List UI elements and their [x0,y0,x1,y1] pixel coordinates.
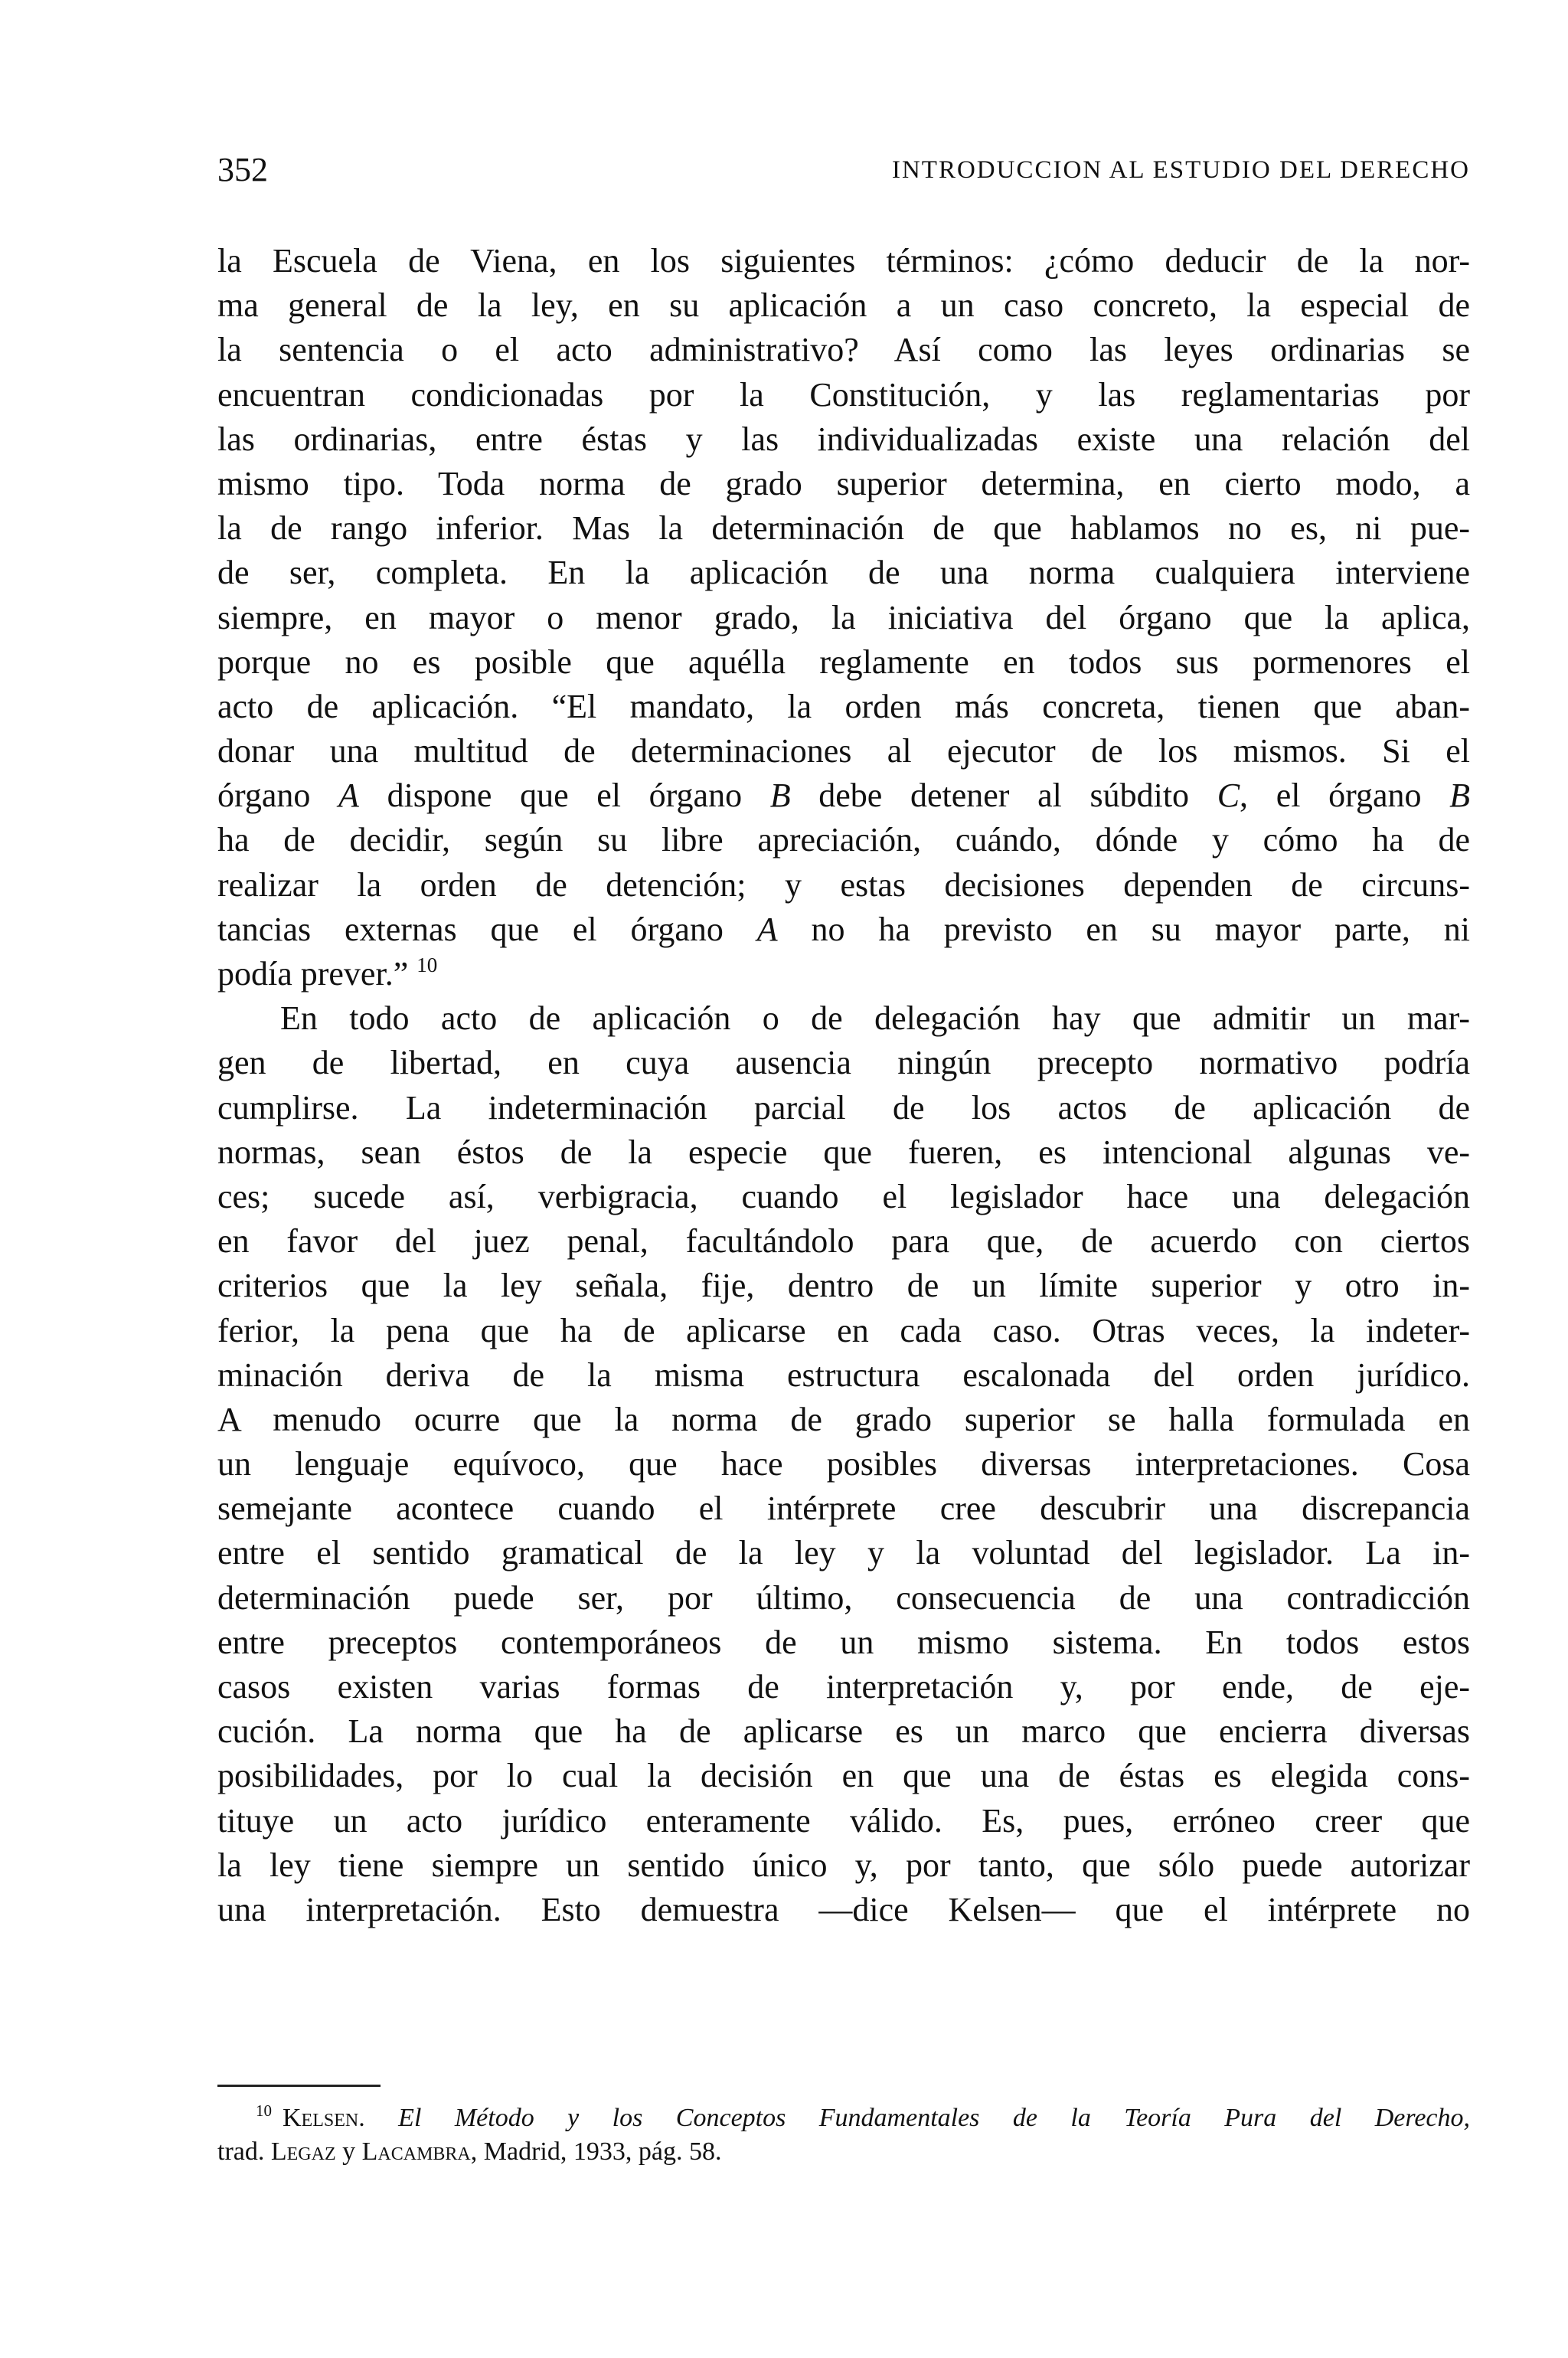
text-line: normas, sean éstos de la especie que fueren, es intencional algunas ve- [217,1133,1470,1171]
text-line: la sentencia o el acto administrativo? Así como las leyes ordinarias se [217,331,1470,369]
text-line: A menudo ocurre que la norma de grado superior se halla formulada en [217,1400,1470,1438]
footnotes [217,2101,1470,2169]
footnote-reference[interactable]: 10 [416,953,438,976]
text-line: mismo tipo. Toda norma de grado superior determina, en cierto modo, a [217,464,1470,502]
footnote-author: Kelsen. [283,2104,365,2132]
text-line: una interpretación. Esto demuestra —dice Kelsen— que el intérprete no [217,1890,1470,1928]
text-line: ma general de la ley, en su aplicación a un caso concreto, la especial de [217,286,1470,325]
text-line: semejante acontece cuando el intérprete cree descubrir una discrepancia [217,1490,1470,1528]
text-line: casos existen varias formas de interpretación y, por ende, de eje- [217,1668,1470,1706]
footnote-title: El Método y los Conceptos Fundamentales de la Teoría Pura del Derecho, [398,2104,1471,2132]
text-line: de ser, completa. En la aplicación de una norma cualquiera interviene [217,554,1470,592]
text-line: las ordinarias, entre éstas y las individualizadas existe una relación del [217,420,1470,458]
text-line: ferior, la pena que ha de aplicarse en cada caso. Otras veces, la indeter- [217,1311,1470,1349]
text-line: siempre, en mayor o menor grado, la iniciativa del órgano que la aplica, [217,598,1470,636]
footnote-translator: Legaz [270,2137,336,2166]
text-line: ha de decidir, según su libre apreciación, cuándo, dónde y cómo ha de [217,821,1470,859]
footnote-divider [217,2085,381,2087]
text-line: porque no es posible que aquélla reglamente en todos sus pormenores el [217,643,1470,681]
text-line: la Escuela de Viena, en los siguientes términos: ¿cómo deducir de la nor- [217,242,1470,280]
text-line: la ley tiene siempre un sentido único y, por tanto, que sólo puede autorizar [217,1846,1470,1884]
text-line: gen de libertad, en cuya ausencia ningún precepto normativo podría [217,1044,1470,1082]
text-line: encuentran condicionadas por la Constitución, y las reglamentarias por [217,375,1470,414]
text-line: entre el sentido gramatical de la ley y la voluntad del legislador. La in- [217,1534,1470,1572]
text-line: tituye un acto jurídico enteramente válido. Es, pues, erróneo creer que [217,1801,1470,1840]
text-line: minación deriva de la misma estructura escalonada del orden jurídico. [217,1356,1470,1394]
text-line: un lenguaje equívoco, que hace posibles diversas interpretaciones. Cosa [217,1445,1470,1483]
page-number: 352 [217,151,268,188]
text-line: órgano A dispone que el órgano B debe detener al súbdito C, el órgano B [217,777,1471,815]
body-text [217,239,1470,1932]
text-line: la de rango inferior. Mas la determinación de que hablamos no es, ni pue- [217,509,1470,548]
text-line: determinación puede ser, por último, consecuencia de una contradicción [217,1578,1470,1617]
text-line: donar una multitud de determinaciones al ejecutor de los mismos. Si el [217,732,1470,770]
footnote-translator: Lacambra [361,2137,471,2166]
text-line: posibilidades, por lo cual la decisión en que una de éstas es elegida cons- [217,1757,1470,1795]
text-line: cución. La norma que ha de aplicarse es un marco que encierra diversas [217,1712,1470,1751]
text-line: entre preceptos contemporáneos de un mismo sistema. En todos estos [217,1623,1470,1661]
page-header [217,150,1470,196]
text-line: podía prever.” $^{10}$ [217,953,438,993]
text-line: tancias externas que el órgano A no ha previsto en su mayor parte, ni [217,910,1470,948]
footnote-line: trad. Legaz y Lacambra, Madrid, 1933, pág. 58. [217,2137,722,2166]
text-line: cumplirse. La indeterminación parcial de los actos de aplicación de [217,1088,1470,1127]
text-line: ces; sucede así, verbigracia, cuando el legislador hace una delegación [217,1177,1470,1215]
running-head: INTRODUCCION AL ESTUDIO DEL DERECHO [891,156,1470,184]
footnote-line [217,2101,1470,2135]
text-line: en favor del juez penal, facultándolo para que, de acuerdo con ciertos [217,1222,1470,1261]
text-line: acto de aplicación. “El mandato, la orden más concreta, tienen que aban- [217,687,1470,725]
paragraph-first-line: En todo acto de aplicación o de delegación hay que admitir un mar- [280,999,1470,1038]
footnote-mark: 10 [256,2101,272,2120]
text-line: criterios que la ley señala, fije, dentro de un límite superior y otro in- [217,1267,1470,1305]
text-line: realizar la orden de detención; y estas decisiones dependen de circuns- [217,865,1470,904]
